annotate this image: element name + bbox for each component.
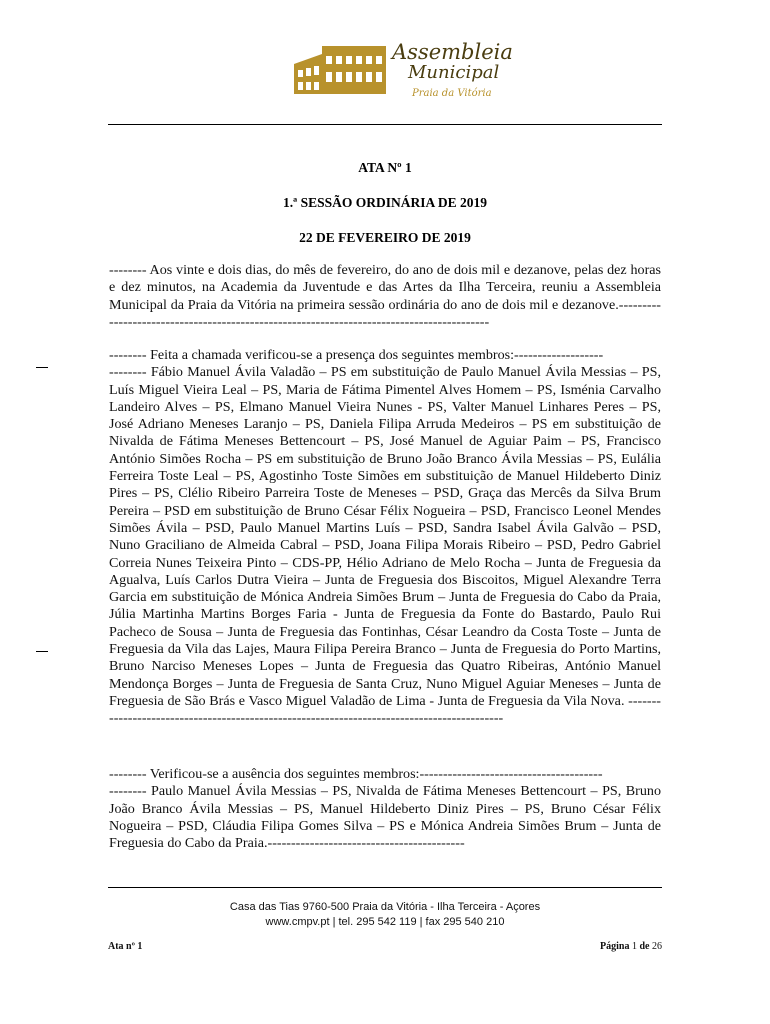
- absence-paragraph: [109, 766, 661, 852]
- page-current: 1: [632, 941, 637, 952]
- assembleia-logo: [292, 40, 513, 104]
- footer-divider: [108, 887, 662, 888]
- opening-paragraph: [109, 262, 661, 331]
- header-divider: [108, 124, 662, 125]
- margin-mark: [36, 367, 48, 368]
- footer-address: [108, 900, 662, 930]
- absence-list: -------- Paulo Manuel Ávila Messias – PS, Nivalda de Fátima Meneses Bettencourt – PS, Bruno João Branco Ávila Messias – PS, Manuel Hildeberto Diniz Pires – PS, Bruno César Félix Nogueira – PSD, Cláudia Filipa Gomes Silva – PS e Mónica Andreia Simões Brum – Junta de Freguesia do Cabo da Praia.------------------------------------------: [109, 783, 661, 852]
- opening-text: -------- Aos vinte e dois dias, do mês de fevereiro, do ano de dois mil e dezanove, pelas dez horas e dez minutos, na Academia da Juventude e das Artes da Ilha Terceira, reuniu a Assembleia Municipal da Praia da Vitória na primeira sessão ordinária do ano de dois mil e dezanove.------------------------------------------------------------------------------------------: [109, 262, 661, 330]
- attendance-paragraph: [109, 347, 661, 728]
- page-number: [600, 941, 662, 952]
- ata-title: ATA Nº 1: [358, 160, 412, 175]
- margin-mark: [36, 651, 48, 652]
- attendance-list: -------- Fábio Manuel Ávila Valadão – PS em substituição de Paulo Manuel Ávila Messias – PS, Luís Miguel Vieira Leal – PS, Maria de Fátima Pimentel Alves Homem – PS, Isménia Carvalho Landeiro Alves – PS, Elmano Manuel Vieira Nunes - PS, Valter Manuel Linhares Peres – PS, José Adriano Meneses Laranjo – PS, Daniela Filipa Arruda Medeiros – PS em substituição de Nivalda de Fátima Meneses Bettencourt – PS, José Manuel de Aguiar Paim – PS, Francisco António Simões Rocha – PS em substituição de Bruno João Branco Ávila Messias – PS, Eulália Ferreira Toste Leal – PS, Agostinho Toste Simões em substituição de Manuel Hildeberto Diniz Pires – PS, Clélio Ribeiro Parreira Toste de Meneses – PSD, Graça das Mercês da Silva Brum Pereira – PSD em substituição de Bruno César Félix Nogueira – PSD, Francisco Leonel Mendes Simões Ávila – PSD, Paulo Manuel Martins Luís – PSD, Sandra Isabel Ávila Galvão – PSD, Nuno Graciliano de Almeida Cabral – PSD, Joana Filipa Morais Ribeiro – PSD, Pedro Gabriel Correia Nunes Teixeira Pinto – CDS-PP, Hélio Adriano de Melo Rocha – Junta de Freguesia da Agualva, Luís Carlos Dutra Vieira – Junta de Freguesia dos Biscoitos, Miguel Alexandre Terra Garcia em substituição de Mónica Andreia Simões Brum – Junta de Freguesia do Cabo da Praia, Júlia Martinha Martins Borges Faria - Junta de Freguesia da Fonte do Bastardo, Paulo Rui Pacheco de Sousa – Junta de Freguesia das Fontinhas, César Leandro da Costa Toste – Junta de Freguesia da Vila das Lajes, Maura Filipa Pereira Branco – Junta de Freguesia do Porto Martins, Bruno Narciso Meneses Lopes – Junta de Freguesia das Quatro Ribeiras, António Manuel Mendonça Borges – Junta de Freguesia de Santa Cruz, Nuno Miguel Aguiar Meneses – Junta de Freguesia de São Brás e Vasco Miguel Valadão de Lima - Junta de Freguesia da Vila Nova. -------------------------------------------------------------------------------------------: [109, 364, 661, 727]
- footer-contacts-line: www.cmpv.pt | tel. 295 542 119 | fax 295 540 210: [265, 916, 505, 928]
- page-total: 26: [652, 941, 662, 952]
- logo-line2: Municipal: [408, 62, 500, 83]
- logo-line1: Assembleia: [392, 40, 513, 64]
- page-of: de: [639, 941, 650, 952]
- building-icon: [292, 42, 392, 102]
- page-word: Página: [600, 941, 630, 952]
- session-title: 1.ª SESSÃO ORDINÁRIA DE 2019: [283, 195, 487, 210]
- absence-intro: -------- Verificou-se a ausência dos seguintes membros:---------------------------------------: [109, 766, 603, 782]
- ata-label: Ata nº 1: [108, 941, 143, 952]
- session-date: 22 DE FEVEREIRO DE 2019: [299, 230, 471, 245]
- logo-line3: Praia da Vitória: [412, 88, 492, 99]
- footer-address-line: Casa das Tias 9760-500 Praia da Vitória - Ilha Terceira - Açores: [229, 901, 541, 913]
- attendance-intro: -------- Feita a chamada verificou-se a presença dos seguintes membros:-------------------: [109, 347, 604, 363]
